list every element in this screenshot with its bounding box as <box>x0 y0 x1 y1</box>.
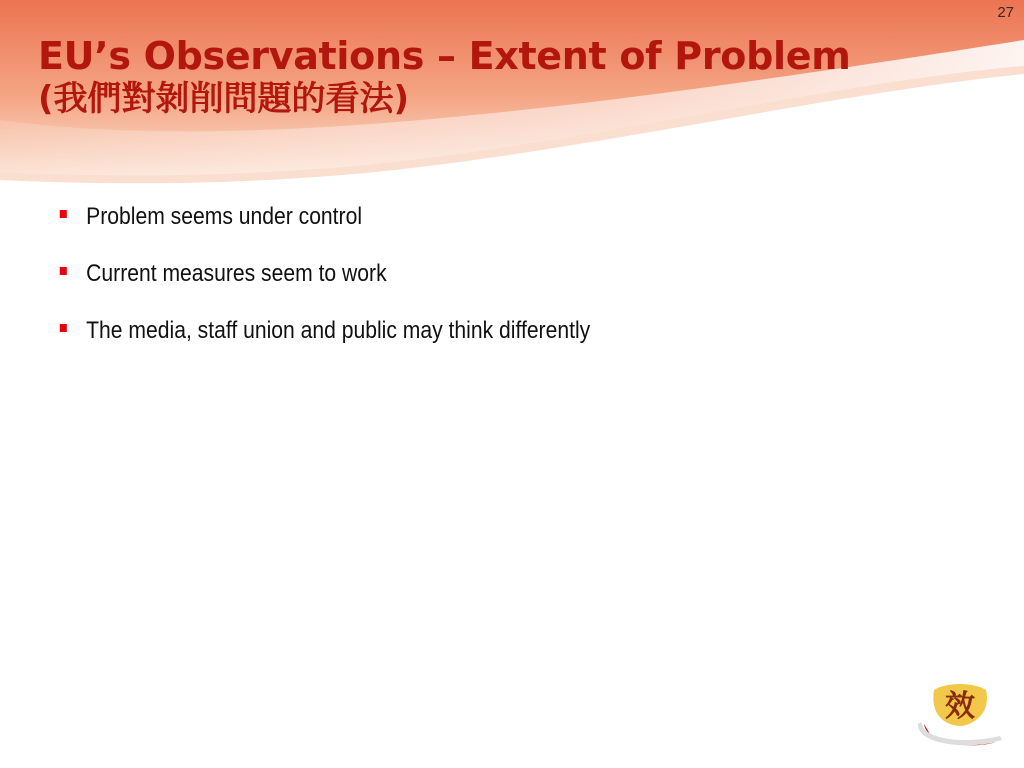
bullet-text: Problem seems under control <box>86 203 363 230</box>
slide-title <box>38 34 851 119</box>
slide-number: 27 <box>997 4 1014 21</box>
square-bullet-icon <box>60 324 67 332</box>
bullet-item <box>58 200 590 257</box>
square-bullet-icon <box>60 267 67 275</box>
seal-logo-icon <box>916 680 1004 750</box>
bullet-text: The media, staff union and public may think differently <box>86 317 591 344</box>
slide-title-english: EU’s Observations – Extent of Problem <box>38 34 851 78</box>
bullet-item <box>58 257 590 314</box>
bullet-item <box>58 314 590 371</box>
slide-title-chinese: (我們對剝削問題的看法) <box>38 78 410 119</box>
bullet-list <box>58 200 663 371</box>
square-bullet-icon <box>60 210 67 218</box>
logo-glyph: 效 <box>945 689 975 724</box>
bullet-text: Current measures seem to work <box>86 260 387 287</box>
